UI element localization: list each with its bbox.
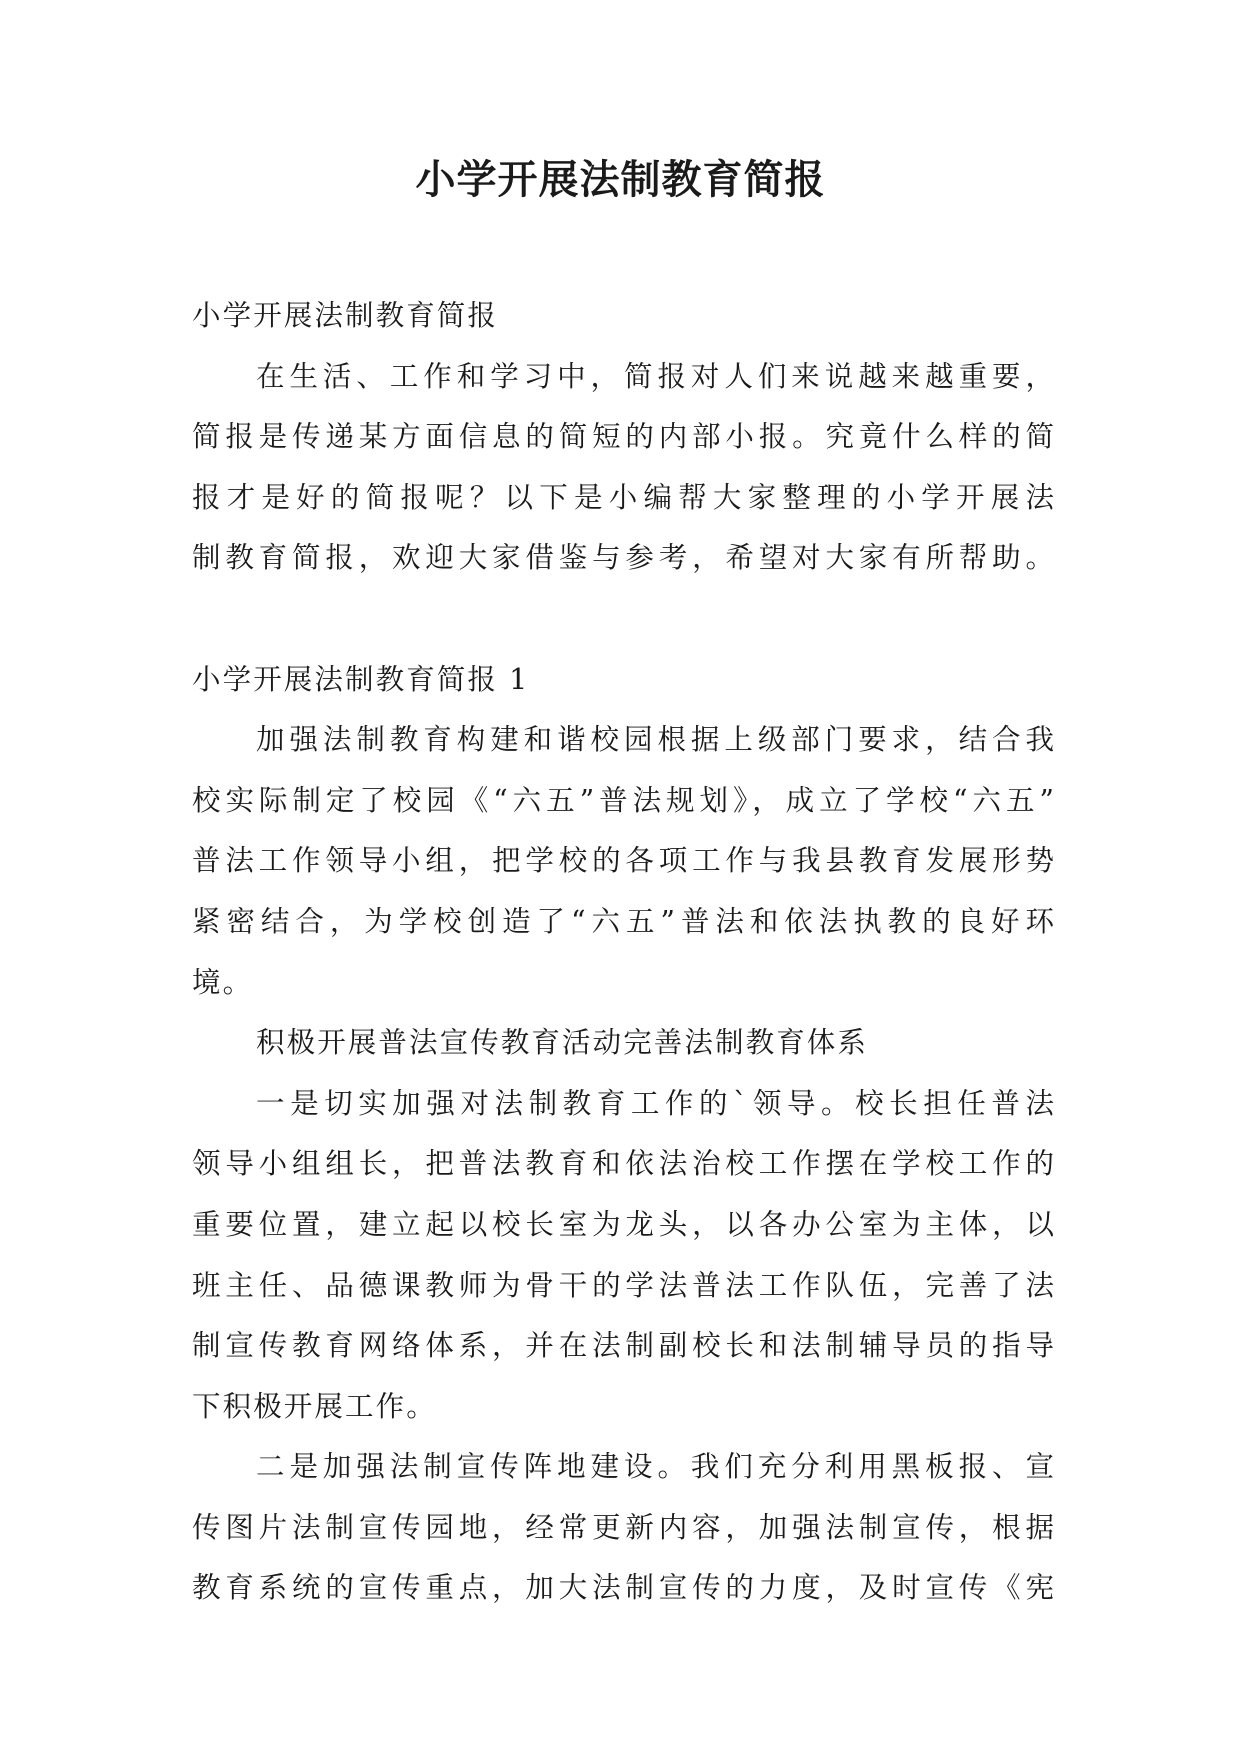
paragraph-line: 境。 [192,965,254,999]
paragraph-line: 制教育简报，欢迎大家借鉴与参考，希望对大家有所帮助。 [192,541,1054,575]
paragraph-line: 积极开展普法宣传教育活动完善法制教育体系 [256,1026,869,1060]
section-paragraph-4 [192,1437,1054,1619]
intro-paragraph [192,347,1054,589]
paragraph-gap [192,589,1054,650]
document-title: 小学开展法制教育简报 [415,157,826,203]
paragraph-line: 紧密结合，为学校创造了“六五”普法和依法执教的良好环 [192,904,1054,938]
document-body [192,286,1054,1619]
paragraph-line: 普法工作领导小组，把学校的各项工作与我县教育发展形势 [192,844,1054,878]
section-paragraph-3 [192,1074,1054,1438]
paragraph-line: 加强法制教育构建和谐校园根据上级部门要求，结合我 [256,723,1054,757]
paragraph-line: 二是加强法制宣传阵地建设。我们充分利用黑板报、宣 [256,1450,1054,1484]
paragraph-line: 领导小组组长，把普法教育和依法治校工作摆在学校工作的 [192,1147,1054,1181]
paragraph-line: 报才是好的简报呢？以下是小编帮大家整理的小学开展法 [192,480,1054,514]
section-heading: 小学开展法制教育简报 1 [192,662,530,696]
paragraph-line: 班主任、品德课教师为骨干的学法普法工作队伍，完善了法 [192,1268,1054,1302]
paragraph-line: 传图片法制宣传园地，经常更新内容，加强法制宣传，根据 [192,1510,1054,1544]
paragraph-line: 校实际制定了校园《“六五”普法规划》，成立了学校“六五” [192,783,1054,817]
section-paragraph-2 [192,1013,1054,1074]
section-paragraph-1 [192,710,1054,1013]
paragraph-line: 教育系统的宣传重点，加大法制宣传的力度，及时宣传《宪 [192,1571,1054,1605]
paragraph-line: 制宣传教育网络体系，并在法制副校长和法制辅导员的指导 [192,1329,1054,1363]
document-subtitle: 小学开展法制教育简报 [192,299,499,332]
paragraph-line: 简报是传递某方面信息的简短的内部小报。究竟什么样的简 [192,420,1054,454]
paragraph-line: 在生活、工作和学习中，简报对人们来说越来越重要， [256,359,1054,393]
paragraph-line: 一是切实加强对法制教育工作的`领导。校长担任普法 [256,1086,1054,1120]
paragraph-line: 下积极开展工作。 [192,1389,437,1423]
paragraph-line: 重要位置，建立起以校长室为龙头，以各办公室为主体，以 [192,1207,1054,1241]
